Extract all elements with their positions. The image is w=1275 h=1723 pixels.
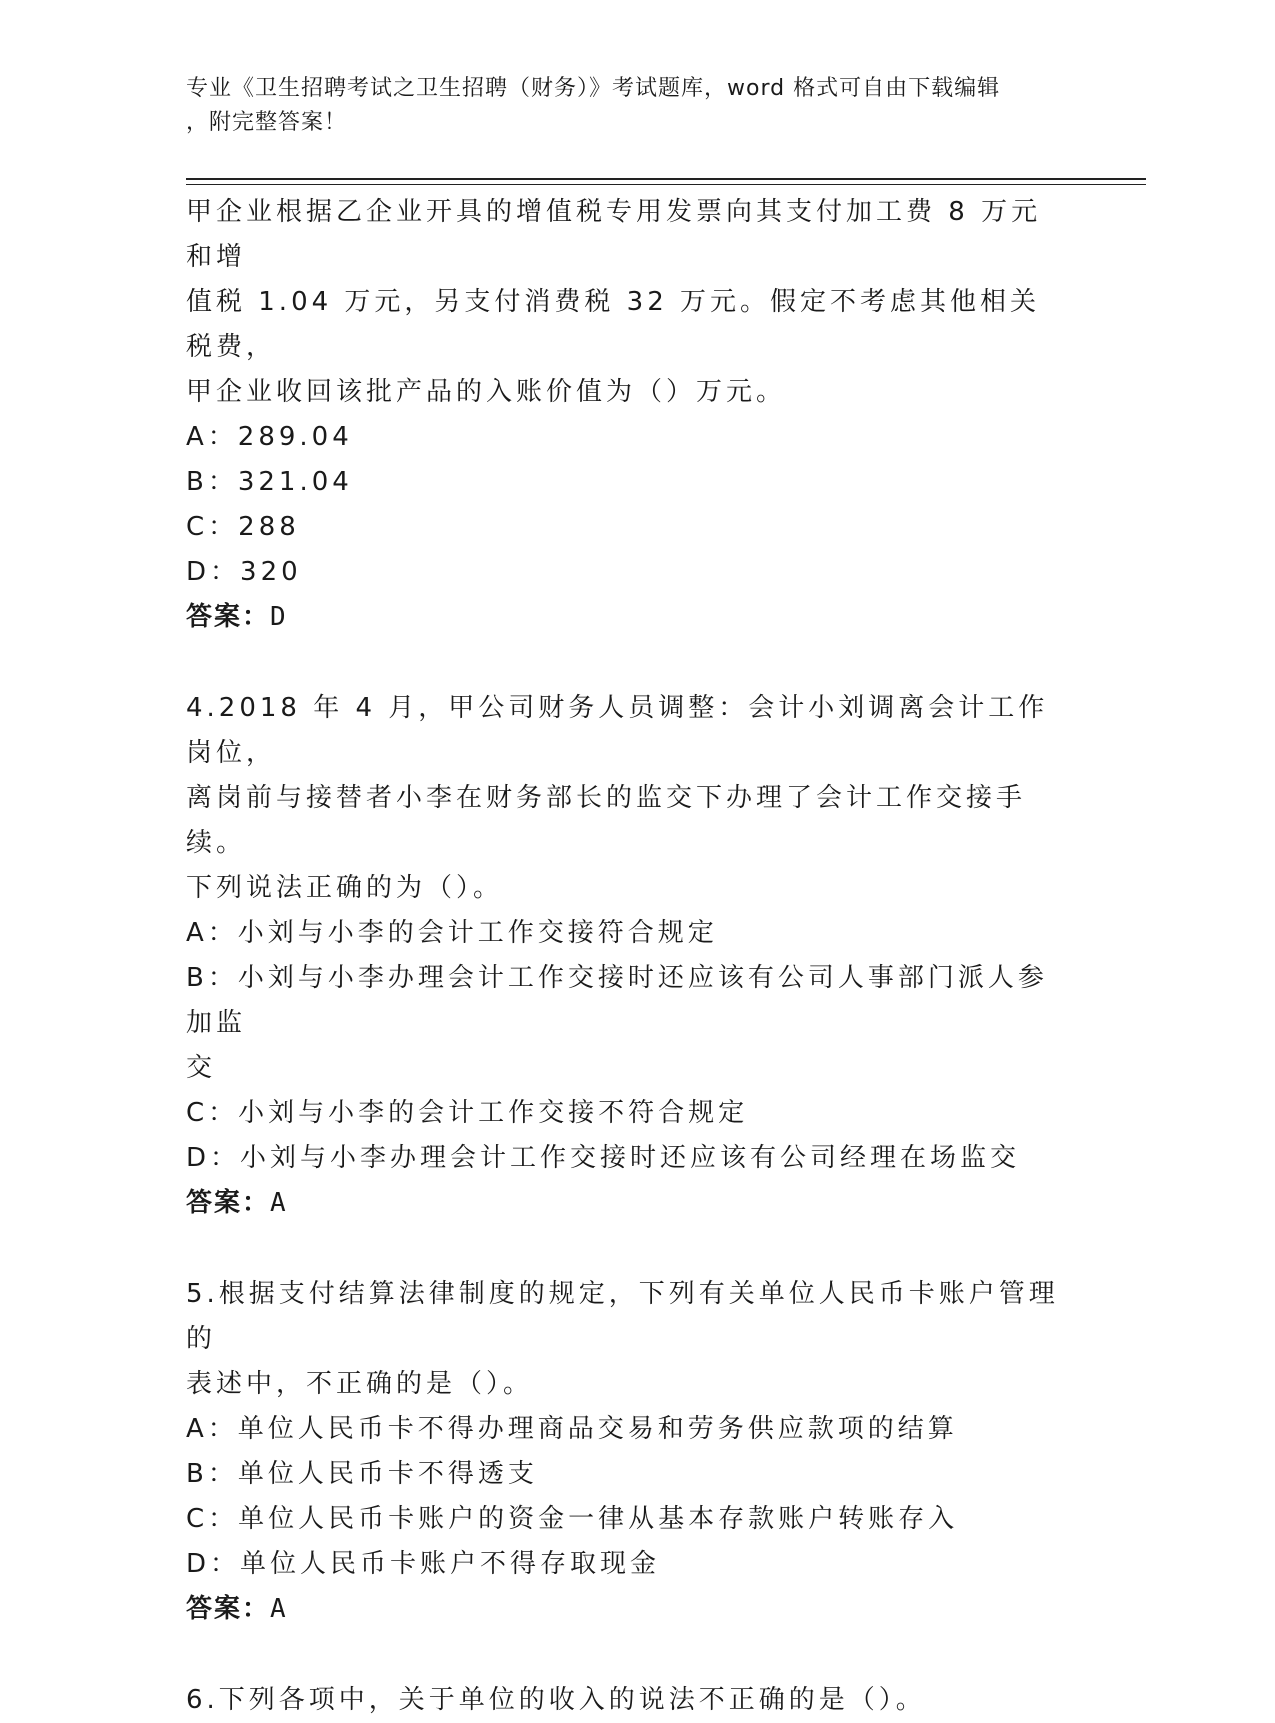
header-line: ，附完整答案！ xyxy=(186,110,348,135)
header-divider-thin xyxy=(186,184,1146,185)
answer-option: 交 xyxy=(186,1053,217,1083)
answer-option: D：小刘与小李办理会计工作交接时还应该有公司经理在场监交 xyxy=(186,1143,1021,1173)
answer-value: A xyxy=(270,1594,288,1624)
answer-label: 答案： xyxy=(186,1594,271,1624)
question-stem: 4.2018 年 4 月，甲公司财务人员调整：会计小刘调离会计工作岗位， xyxy=(186,693,1049,768)
answer-value: A xyxy=(270,1188,288,1218)
answer-option: C：单位人民币卡账户的资金一律从基本存款账户转账存入 xyxy=(186,1504,959,1534)
question-stem: 6.下列各项中，关于单位的收入的说法不正确的是（）。 xyxy=(186,1685,926,1715)
question-stem: 下列说法正确的为（）。 xyxy=(186,873,504,903)
answer-option: B：小刘与小李办理会计工作交接时还应该有公司人事部门派人参加监 xyxy=(186,963,1048,1038)
question-item xyxy=(186,1272,1066,1632)
answer-value: D xyxy=(270,602,288,632)
answer-option: D：320 xyxy=(186,557,302,587)
answer-option: C：小刘与小李的会计工作交接不符合规定 xyxy=(186,1098,749,1128)
question-item xyxy=(186,686,1066,1226)
answer-option: A：小刘与小李的会计工作交接符合规定 xyxy=(186,918,718,948)
question-stem: 值税 1.04 万元，另支付消费税 32 万元。假定不考虑其他相关税费， xyxy=(186,287,1041,362)
spacer xyxy=(186,1226,1066,1272)
question-stem: 离岗前与接替者小李在财务部长的监交下办理了会计工作交接手续。 xyxy=(186,783,1027,858)
answer-option: B：321.04 xyxy=(186,467,353,497)
answer-option: A：单位人民币卡不得办理商品交易和劳务供应款项的结算 xyxy=(186,1414,958,1444)
header-divider xyxy=(186,178,1146,180)
answer-option: B：单位人民币卡不得透支 xyxy=(186,1459,538,1489)
question-item xyxy=(186,1678,1066,1723)
answer-line xyxy=(186,1587,1066,1632)
question-stem: 5.根据支付结算法律制度的规定，下列有关单位人民币卡账户管理的 xyxy=(186,1279,1059,1354)
document-header xyxy=(186,72,1066,140)
answer-line xyxy=(186,1181,1066,1226)
spacer xyxy=(186,640,1066,686)
header-line: 专业《卫生招聘考试之卫生招聘（财务）》考试题库，word 格式可自由下载编辑 xyxy=(186,76,1001,101)
answer-label: 答案： xyxy=(186,1188,271,1218)
answer-label: 答案： xyxy=(186,602,271,632)
question-stem: 甲企业收回该批产品的入账价值为（）万元。 xyxy=(186,377,787,407)
question-stem: 表述中，不正确的是（）。 xyxy=(186,1369,534,1399)
answer-option: D：单位人民币卡账户不得存取现金 xyxy=(186,1549,661,1579)
spacer xyxy=(186,1632,1066,1678)
answer-option: A：289.04 xyxy=(186,422,353,452)
question-list xyxy=(186,190,1066,1723)
answer-line xyxy=(186,595,1066,640)
question-item xyxy=(186,190,1066,640)
answer-option: C：288 xyxy=(186,512,300,542)
question-stem: 甲企业根据乙企业开具的增值税专用发票向其支付加工费 8 万元和增 xyxy=(186,197,1042,272)
